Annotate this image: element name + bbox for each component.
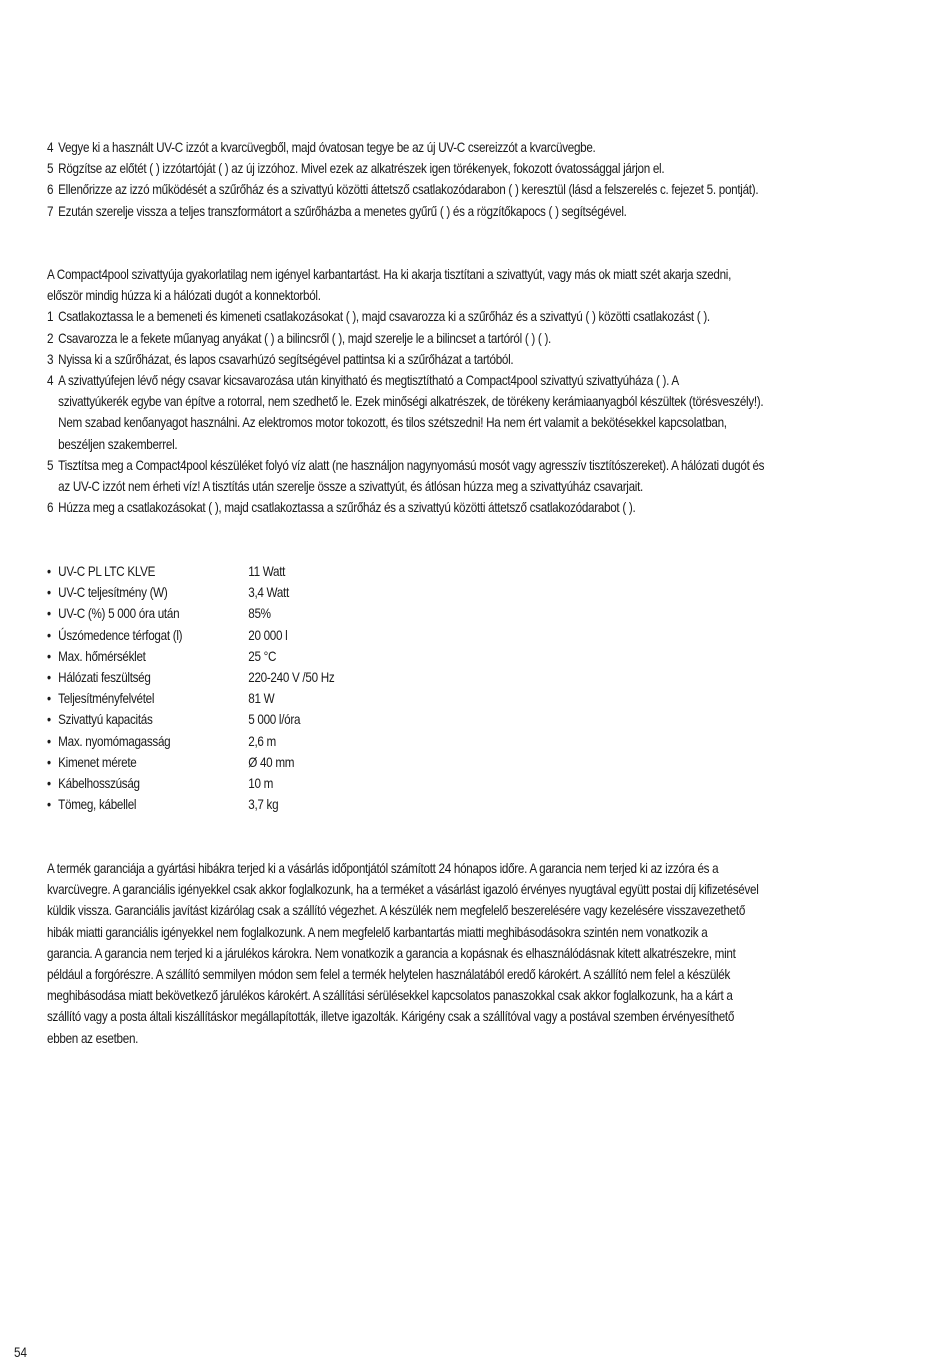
bullet-icon: • bbox=[47, 585, 51, 601]
step-text-continuation: szivattyúkerék egybe van építve a rotorral, nem szedhető le. Ezek minőségi alkatrészek, de törékeny kerámiaanyagból készültek (törésveszély!). bbox=[58, 394, 764, 410]
spec-label: Szivattyú kapacitás bbox=[58, 712, 153, 728]
maintenance-step bbox=[47, 370, 764, 391]
spec-label: Kimenet mérete bbox=[58, 754, 137, 770]
spec-value: Ø 40 mm bbox=[248, 754, 295, 770]
maintenance-step bbox=[47, 306, 764, 327]
bullet-icon: • bbox=[47, 606, 51, 622]
step-text: Rögzítse az előtét ( ) izzótartóját ( ) az új izzóhoz. Mivel ezek az alkatrészek igen törékenyek, fokozott óvatossággal járjon el. bbox=[58, 161, 665, 177]
spec-row bbox=[47, 752, 334, 773]
step-text: Ellenőrizze az izzó működését a szűrőház és a szivattyú közötti áttetsző csatlakozódarabon ( ) keresztül (lásd a felszerelés c. fejezet 5. pontját). bbox=[58, 182, 759, 198]
bullet-icon: • bbox=[47, 564, 51, 579]
step-text-continuation: Nem szabad kenőanyagot használni. Az elektromos motor tokozott, és tilos szétszedni! Ha nem ért valamit a bekötésekkel kapcsolatban, bbox=[58, 415, 727, 431]
warranty-line: garancia. A garancia nem terjed ki a járulékos károkra. Nem vonatkozik a garancia a kopásnak és elhasználódásnak kitett alkatrészekre, mint bbox=[47, 945, 736, 961]
maintenance-intro-line: A Compact4pool szivattyúja gyakorlatilag nem igényel karbantartást. Ha ki akarja tisztítani a szivattyút, vagy más ok miatt szét akarja szedni, bbox=[47, 267, 732, 282]
step-text: Húzza meg a csatlakozásokat ( ), majd csatlakoztassa a szűrőház és a szivattyú közötti áttetsző csatlakozódarabot ( ). bbox=[58, 500, 636, 516]
spec-value: 20 000 l bbox=[248, 627, 288, 643]
maintenance-step bbox=[47, 328, 764, 349]
step-text: Csatlakoztassa le a bemeneti és kimeneti csatlakozásokat ( ), majd csavarozza ki a szűrőház és a szivattyú ( ) közötti csatlakozást ( ). bbox=[58, 309, 710, 325]
step-number: 2 bbox=[47, 330, 54, 346]
step-number: 3 bbox=[47, 351, 54, 367]
step-item bbox=[47, 158, 758, 179]
spec-row bbox=[47, 773, 334, 794]
warranty-line: küldik vissza. Garanciális javítást kizárólag csak a szállító végezhet. A készülék nem megfelelő beszerelésére vagy kezelésére visszavezethető bbox=[47, 903, 746, 919]
step-number: 5 bbox=[47, 457, 54, 473]
step-number: 7 bbox=[47, 203, 54, 219]
step-text: Tisztítsa meg a Compact4pool készüléket folyó víz alatt (ne használjon nagynyomású mosót vagy agresszív tisztítószereket). A hálózati dugót és bbox=[58, 457, 765, 473]
spec-label: UV-C (%) 5 000 óra után bbox=[58, 606, 180, 622]
warranty-line: A termék garanciája a gyártási hibákra terjed ki a vásárlás időpontjától számított 24 hónapos időre. A garancia nem terjed ki az izzóra és a bbox=[47, 861, 719, 876]
step-number: 5 bbox=[47, 161, 54, 177]
step-number: 1 bbox=[47, 309, 54, 325]
spec-value: 81 W bbox=[248, 691, 275, 707]
warranty-line: ebben az esetben. bbox=[47, 1030, 139, 1046]
spec-label: UV-C teljesítmény (W) bbox=[58, 585, 168, 601]
step-text-continuation: az UV-C izzót nem érheti víz! A tisztítás után szerelje össze a szivattyút, és átlósan húzza meg a szivattyúház csavarjait. bbox=[58, 479, 643, 495]
bullet-icon: • bbox=[47, 670, 51, 686]
step-text: Csavarozza le a fekete műanyag anyákat ( ) a bilincsről ( ), majd szerelje le a bilincset a tartóról ( ) ( ). bbox=[58, 330, 552, 346]
bullet-icon: • bbox=[47, 648, 51, 664]
spec-label: Teljesítményfelvétel bbox=[58, 691, 155, 707]
step-item bbox=[47, 137, 758, 158]
maintenance-step bbox=[47, 349, 764, 370]
warranty-line: kvarcüvegre. A garanciális igényekkel csak akkor foglalkozunk, ha a terméket a vásárlást igazoló érvényes nyugtával együtt postai díj kifizetésével bbox=[47, 882, 759, 898]
spec-label: Max. nyomómagasság bbox=[58, 733, 171, 749]
page-number: 54 bbox=[14, 1345, 28, 1360]
spec-label: Hálózati feszültség bbox=[58, 670, 151, 686]
bullet-icon: • bbox=[47, 776, 51, 792]
spec-label: Tömeg, kábellel bbox=[58, 797, 137, 813]
warranty-line: meghibásodása miatt bekövetkező járulékos károkért. A szállítási sérülésekkel kapcsolatos panaszokkal csak akkor foglalkozunk, ha a kárt a bbox=[47, 988, 733, 1004]
step-number: 4 bbox=[47, 373, 54, 389]
step-number: 6 bbox=[47, 500, 54, 516]
spec-row bbox=[47, 646, 334, 667]
maintenance-step bbox=[47, 497, 764, 518]
maintenance-section bbox=[47, 264, 764, 518]
bullet-icon: • bbox=[47, 754, 51, 770]
maintenance-intro-line: először mindig húzza ki a hálózati dugót a konnektorból. bbox=[47, 288, 321, 304]
step-text: Ezután szerelje vissza a teljes transzformátort a szűrőházba a menetes gyűrű ( ) és a rögzítőkapocs ( ) segítségével. bbox=[58, 203, 627, 219]
step-item bbox=[47, 201, 758, 222]
spec-row bbox=[47, 709, 334, 730]
step-text: Nyissa ki a szűrőházat, és lapos csavarhúzó segítségével pattintsa ki a szűrőházat a tartóból. bbox=[58, 351, 514, 367]
spec-value: 3,7 kg bbox=[248, 797, 279, 813]
spec-row bbox=[47, 603, 334, 624]
spec-value: 5 000 l/óra bbox=[248, 712, 301, 728]
bullet-icon: • bbox=[47, 733, 51, 749]
spec-value: 220-240 V /50 Hz bbox=[248, 670, 335, 686]
spec-row bbox=[47, 561, 334, 582]
spec-list bbox=[47, 561, 381, 815]
warranty-line: hibák miatti garanciális igényekkel nem foglalkozunk. A nem megfelelő karbantartás miatti meghibásodásokra szintén nem vonatkozik a bbox=[47, 924, 708, 940]
spec-row bbox=[47, 625, 334, 646]
maintenance-step bbox=[47, 455, 764, 476]
spec-value: 10 m bbox=[248, 776, 274, 792]
spec-label: Max. hőmérséklet bbox=[58, 648, 146, 664]
bullet-icon: • bbox=[47, 712, 51, 728]
spec-row bbox=[47, 582, 334, 603]
spec-label: UV-C PL LTC KLVE bbox=[58, 564, 156, 579]
warranty-line: például a forgórészre. A szállító semmilyen módon sem felel a termék helytelen használatából eredő károkért. A szállító nem felel a készülék bbox=[47, 967, 731, 983]
spec-row bbox=[47, 731, 334, 752]
bullet-icon: • bbox=[47, 797, 51, 813]
warranty-paragraph bbox=[47, 858, 759, 1049]
spec-row bbox=[47, 688, 334, 709]
spec-row bbox=[47, 794, 334, 815]
step-item bbox=[47, 179, 758, 200]
bullet-icon: • bbox=[47, 691, 51, 707]
spec-value: 11 Watt bbox=[248, 564, 286, 579]
step-number: 6 bbox=[47, 182, 54, 198]
step-text: Vegye ki a használt UV-C izzót a kvarcüvegből, majd óvatosan tegye be az új UV-C csereizzót a kvarcüvegbe. bbox=[58, 140, 596, 155]
spec-label: Kábelhosszúság bbox=[58, 776, 140, 792]
bullet-icon: • bbox=[47, 627, 51, 643]
replacement-steps bbox=[47, 137, 758, 222]
spec-value: 25 °C bbox=[248, 648, 277, 664]
warranty-line: szállító vagy a posta általi kiszállításkor megállapították, illetve igazolták. Kárigény csak a szállítóval vagy a postával szemben érvényesíthető bbox=[47, 1009, 735, 1025]
spec-label: Úszómedence térfogat (l) bbox=[58, 627, 183, 643]
spec-value: 2,6 m bbox=[248, 733, 276, 749]
step-number: 4 bbox=[47, 140, 54, 155]
step-text-continuation: beszéljen szakemberrel. bbox=[58, 436, 178, 452]
spec-row bbox=[47, 667, 334, 688]
step-text: A szivattyúfejen lévő négy csavar kicsavarozása után kinyitható és megtisztítható a Compact4pool szivattyú szivattyúháza ( ). A bbox=[58, 373, 679, 389]
spec-value: 85% bbox=[248, 606, 271, 622]
spec-value: 3,4 Watt bbox=[248, 585, 289, 601]
